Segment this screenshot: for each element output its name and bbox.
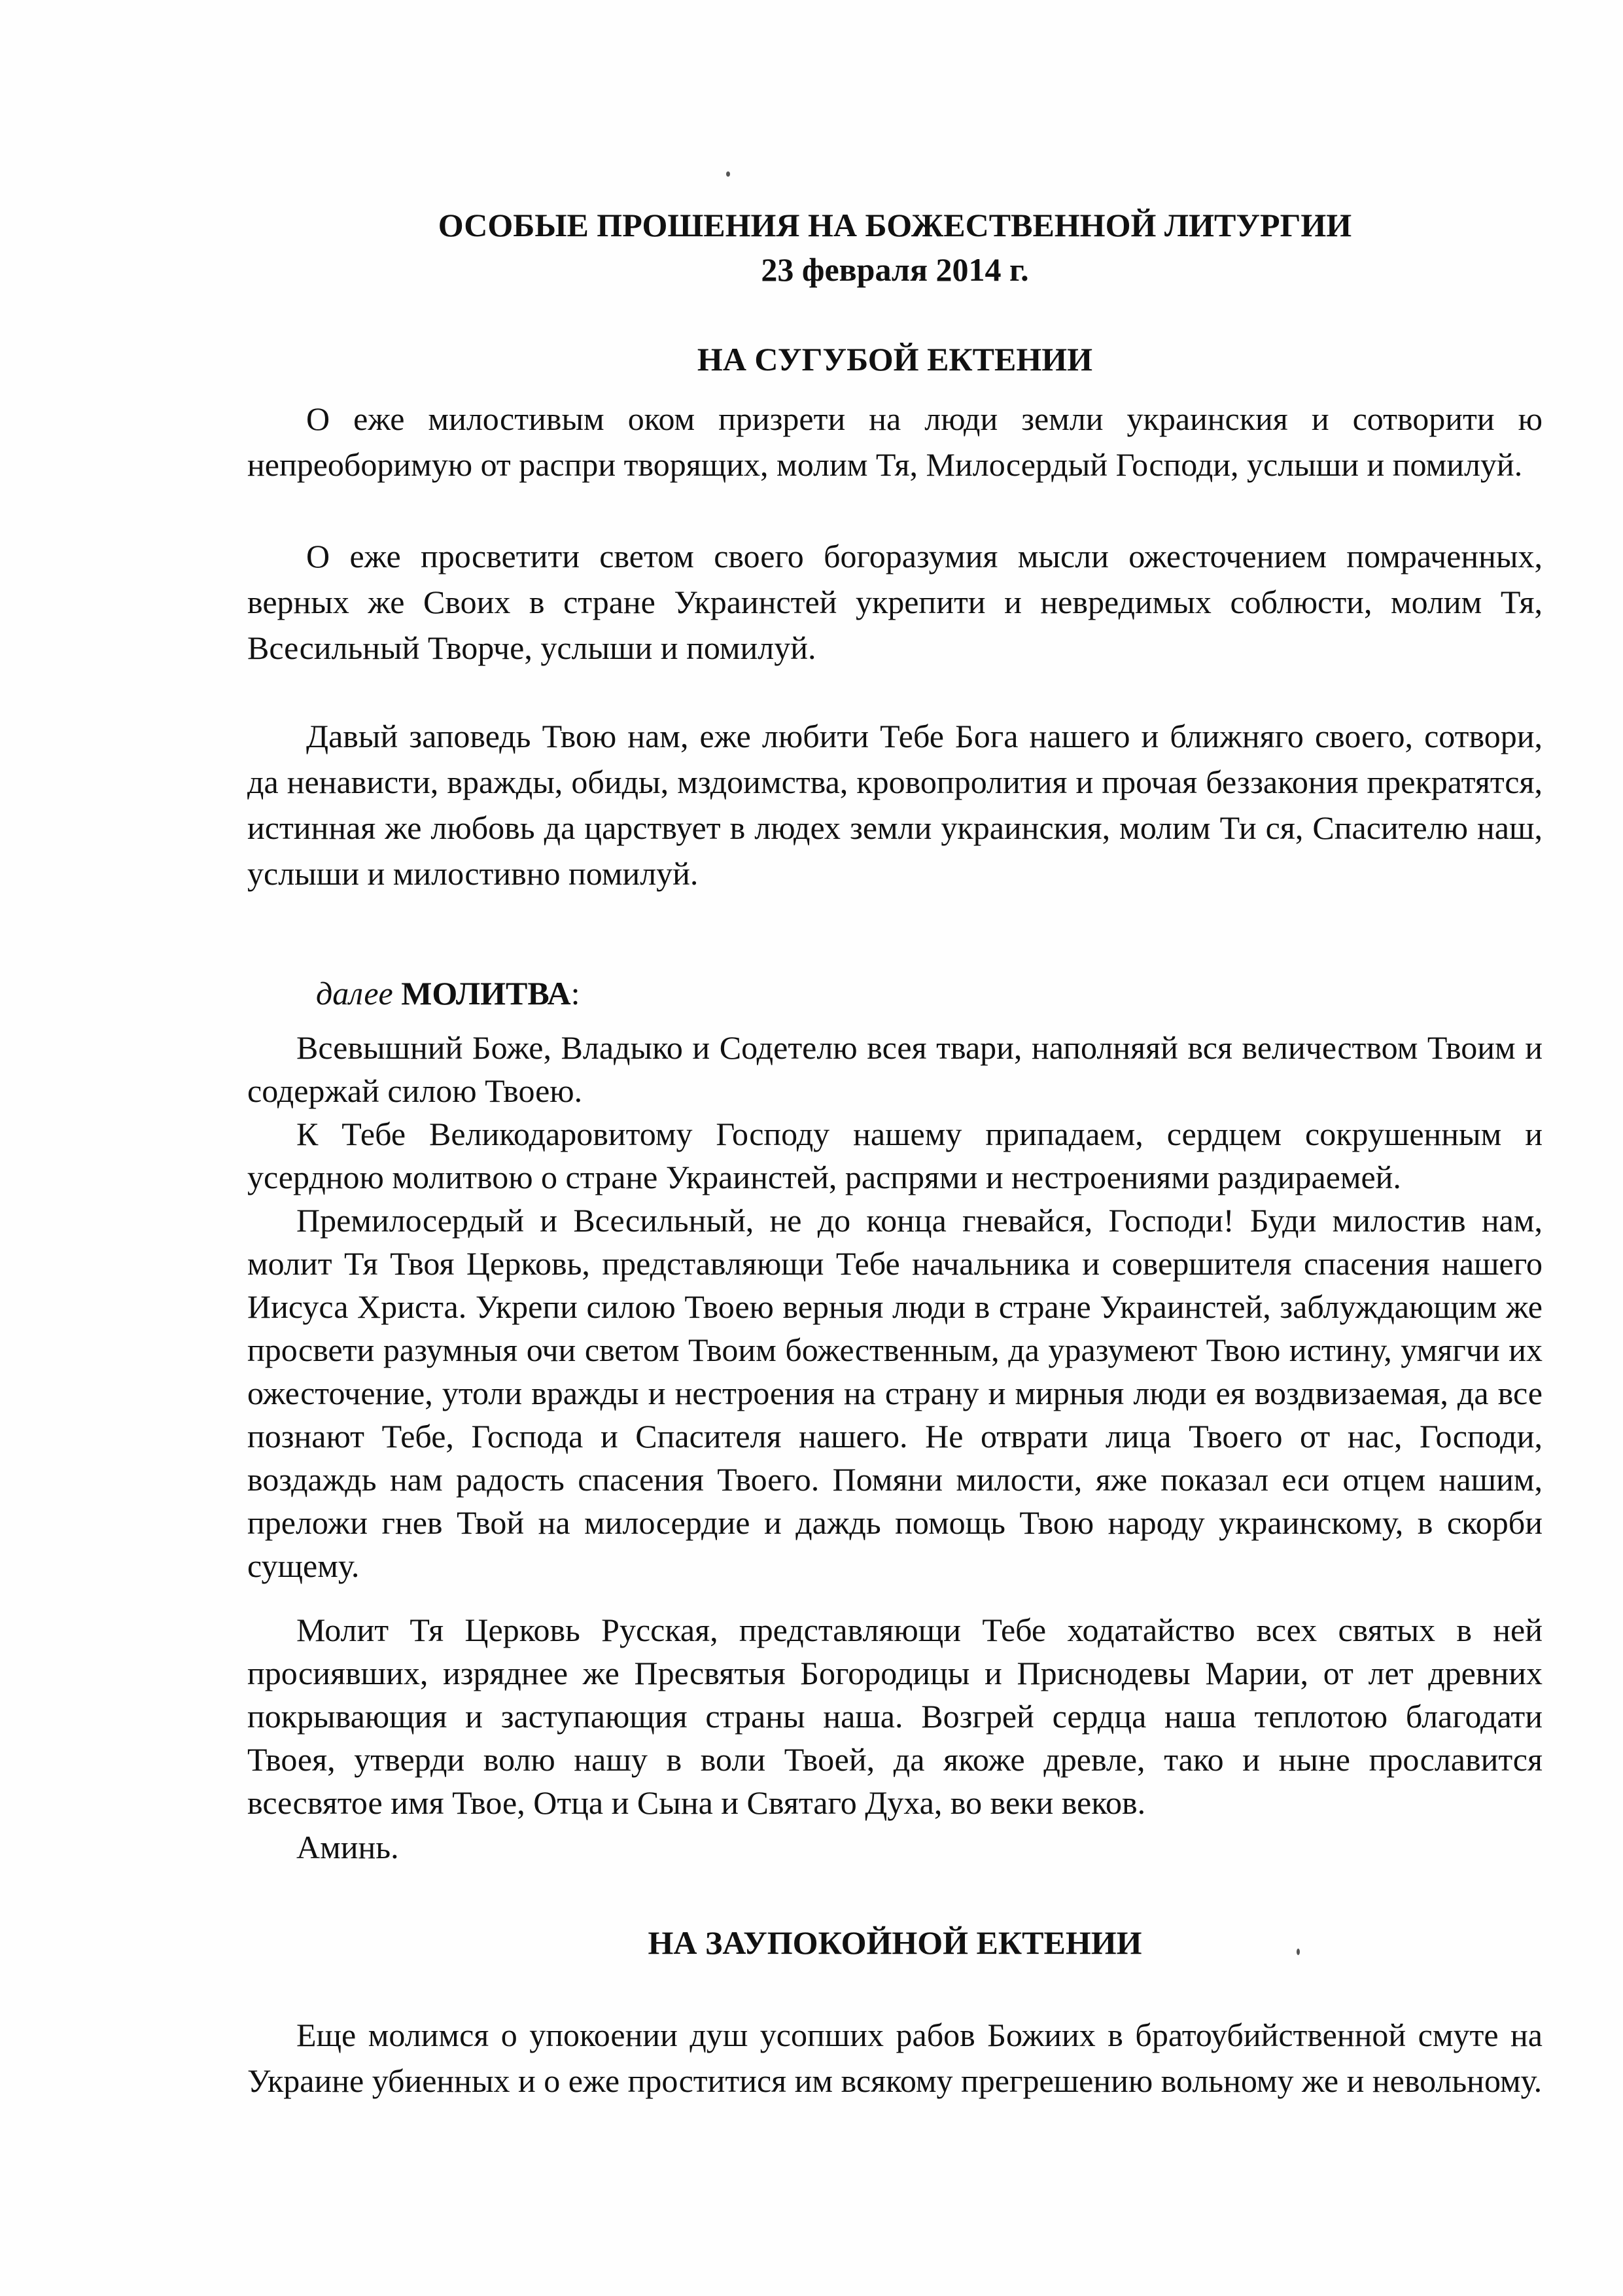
petition-paragraph: О еже просветити светом своего богоразумия мысли ожесточением помраченных, верных же Своих в стране Украинстей укрепити и невредимых соблюсти, молим Тя, Всесильный Творче, услыши и помилуй.: [247, 538, 1543, 666]
prayer-paragraph: Премилосердый и Всесильный, не до конца гневайся, Господи! Буди милостив нам, молит Тя Твоя Церковь, представляющи Тебе начальника и совершителя спасения нашего Иисуса Христа. Укрепи силою Твоею верныя люди в стране Украинстей, заблуждающим же просвети разумныя очи светом Твоим божественным, да уразумеют Твою истину, умягчи их ожесточение, утоли вражды и нестроения на страну и мирныя люди ея воздвизаемая, да все познают Тебе, Господа и Спасителя нашего. Не отврати лица Твоего от нас, Господи, воздаждь нам радость спасения Твоего. Помяни милости, яже показал еси отцем нашим, преложи гнев Твой на милосердие и даждь помощь Твою народу украинскому, в скорби сущему.: [247, 1202, 1543, 1584]
requiem-paragraph: Еще молимся о упокоении душ усопших рабов Божиих в братоубийственной смуте на Украине убиенных и о еже проститися им всякому прегрешению вольному же и невольному.: [247, 2017, 1543, 2099]
amen-line: Аминь.: [296, 1829, 399, 1865]
petition-paragraph: Давый заповедь Твою нам, еже любити Тебе Бога нашего и ближняго своего, сотвори, да ненависти, вражды, обиды, мздоимства, кровопролития и прочая беззакония прекратятся, истинная же любовь да царствует в людех земли украинския, молим Ти ся, Спасителю наш, услыши и милостивно помилуй.: [247, 718, 1543, 892]
prayer-intro-colon: :: [570, 975, 580, 1012]
prayer-paragraph: Всевышний Боже, Владыко и Содетелю всея твари, наполняяй вся величеством Твоим и содержай силою Твоею.: [247, 1029, 1543, 1109]
prayer-heading: [316, 972, 580, 1015]
section-heading-sugubaya: НА СУГУБОЙ ЕКТЕНИИ: [697, 341, 1093, 378]
document-date: 23 февраля 2014 г.: [761, 251, 1029, 288]
document-title: ОСОБЫЕ ПРОШЕНИЯ НА БОЖЕСТВЕННОЙ ЛИТУРГИИ: [438, 207, 1352, 243]
prayer-intro-italic: далее: [316, 975, 393, 1012]
prayer-intro-bold: МОЛИТВА: [401, 975, 571, 1012]
prayer-paragraph: К Тебе Великодаровитому Господу нашему припадаем, сердцем сокрушенным и усердною молитвою о стране Украинстей, распрями и нестроениями раздираемей.: [247, 1116, 1543, 1195]
section-heading-zaupokoinaya: НА ЗАУПОКОЙНОЙ ЕКТЕНИИ: [648, 1924, 1142, 1961]
document-header: [247, 203, 1543, 292]
scan-speck: [726, 171, 730, 177]
petition-paragraph: О еже милостивым оком призрети на люди земли украинския и сотворити ю непреоборимую от распри творящих, молим Тя, Милосердый Господи, услыши и помилуй.: [247, 400, 1543, 483]
prayer-paragraph: Молит Тя Церковь Русская, представляющи Тебе ходатайство всех святых в ней просиявших, изряднее же Пресвятыя Богородицы и Приснодевы Марии, от лет древних покрывающия и заступающия страны наша. Возгрей сердца наша теплотою благодати Твоея, утверди волю нашу в воли Твоей, да якоже древле, тако и ныне прославится всесвятое имя Твое, Отца и Сына и Святаго Духа, во веки веков.: [247, 1612, 1543, 1821]
